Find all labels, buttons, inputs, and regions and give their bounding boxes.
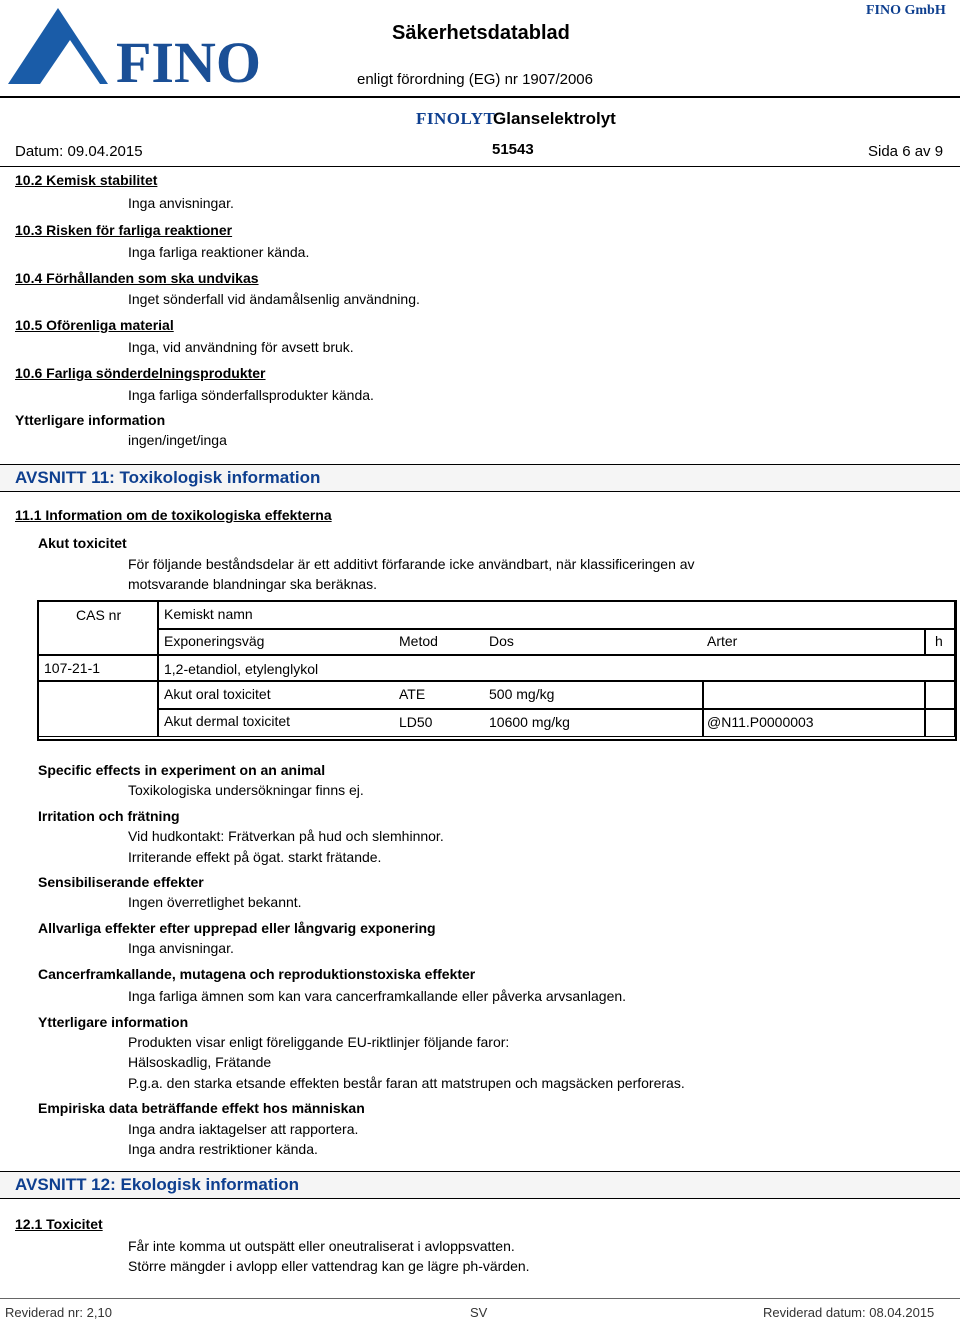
table-cas-number: 107-21-1 bbox=[44, 660, 101, 676]
specific-effects-heading: Specific effects in experiment on an animal bbox=[38, 762, 326, 778]
irritation-text-2: Irriterande effekt på ögat. starkt frätande. bbox=[128, 849, 382, 865]
table-row-method: LD50 bbox=[399, 714, 433, 730]
table-header-route: Exponeringsväg bbox=[164, 633, 265, 649]
further-info-text-1: Produkten visar enligt föreliggande EU-riktlinjer följande faror: bbox=[128, 1034, 510, 1050]
fino-logo-icon bbox=[0, 0, 261, 95]
sensitisation-text: Ingen överretlighet bekannt. bbox=[128, 894, 302, 910]
section-10-5-text: Inga, vid användning för avsett bruk. bbox=[128, 339, 354, 355]
table-header-method: Metod bbox=[399, 633, 438, 649]
section-10-3-heading: 10.3 Risken för farliga reaktioner bbox=[15, 222, 233, 238]
cmr-heading: Cancerframkallande, mutagena och reproduktionstoxiska effekter bbox=[38, 966, 476, 982]
cell-name-header bbox=[158, 601, 955, 629]
section-12-bar bbox=[0, 1171, 960, 1199]
irritation-heading: Irritation och frätning bbox=[38, 808, 180, 824]
table-chemical-name: 1,2-etandiol, etylenglykol bbox=[164, 661, 319, 677]
sensitisation-heading: Sensibiliserande effekter bbox=[38, 874, 204, 890]
section-10-4-heading: 10.4 Förhållanden som ska undvikas bbox=[15, 270, 259, 286]
footer-revision-date: Reviderad datum: 08.04.2015 bbox=[763, 1305, 935, 1320]
section-10-6-heading: 10.6 Farliga sönderdelningsprodukter bbox=[15, 365, 266, 381]
section-10-extra-text: ingen/inget/inga bbox=[128, 432, 227, 448]
section-10-2-text: Inga anvisningar. bbox=[128, 195, 234, 211]
table-row-dose: 500 mg/kg bbox=[489, 686, 555, 702]
table-row-route: Akut oral toxicitet bbox=[164, 686, 271, 702]
document-date: Datum: 09.04.2015 bbox=[15, 143, 143, 160]
section-10-2-heading: 10.2 Kemisk stabilitet bbox=[15, 172, 158, 188]
product-number: 51543 bbox=[492, 141, 534, 158]
section-12-1-heading: 12.1 Toxicitet bbox=[15, 1216, 103, 1232]
table-header-dose: Dos bbox=[489, 633, 514, 649]
table-header-species: Arter bbox=[707, 633, 738, 649]
cell-row2-source bbox=[925, 709, 955, 737]
section-10-extra-heading: Ytterligare information bbox=[15, 412, 166, 428]
footer-revision-number: Reviderad nr: 2,10 bbox=[5, 1305, 112, 1320]
table-row-route: Akut dermal toxicitet bbox=[164, 713, 291, 729]
document-title: Säkerhetsdatablad bbox=[392, 22, 570, 44]
acute-toxicity-text-1: För följande beståndsdelar är ett additivt förfarande icke användbart, när klassificeringen av bbox=[128, 556, 695, 572]
repeated-exposure-heading: Allvarliga effekter efter upprepad eller långvarig exponering bbox=[38, 920, 436, 936]
empirical-data-text-2: Inga andra restriktioner kända. bbox=[128, 1141, 318, 1157]
section-11-1-heading: 11.1 Information om de toxikologiska effekterna bbox=[15, 507, 332, 523]
further-info-heading: Ytterligare information bbox=[38, 1014, 189, 1030]
footer-divider bbox=[0, 1298, 960, 1299]
company-name: FINO GmbH bbox=[866, 3, 946, 18]
header-divider bbox=[0, 96, 960, 98]
empirical-data-heading: Empiriska data beträffande effekt hos människan bbox=[38, 1100, 365, 1116]
further-info-text-3: P.g.a. den starka etsande effekten består faran att matstrupen och magsäcken perforeras. bbox=[128, 1075, 685, 1091]
section-11-bar bbox=[0, 464, 960, 492]
company-logo bbox=[0, 0, 261, 95]
table-row-method: ATE bbox=[399, 686, 426, 702]
cmr-text: Inga farliga ämnen som kan vara cancerframkallande eller påverka arvsanlagen. bbox=[128, 988, 627, 1004]
footer-language: SV bbox=[470, 1305, 488, 1320]
repeated-exposure-text: Inga anvisningar. bbox=[128, 940, 234, 956]
section-10-5-heading: 10.5 Oförenliga material bbox=[15, 317, 174, 333]
cell-route-header bbox=[158, 629, 925, 655]
table-header-source: h bbox=[935, 633, 943, 649]
section-12-title: AVSNITT 12: Ekologisk information bbox=[15, 1175, 299, 1194]
product-name: Glanselektrolyt bbox=[493, 109, 616, 128]
section-12-1-text-1: Får inte komma ut outspätt eller oneutraliserat i avloppsvatten. bbox=[128, 1238, 515, 1254]
cell-row1-species bbox=[703, 681, 925, 709]
page-number: Sida 6 av 9 bbox=[868, 143, 944, 160]
table-header-name: Kemiskt namn bbox=[164, 606, 253, 622]
cell-empty-left bbox=[38, 681, 158, 737]
section-10-6-text: Inga farliga sönderfallsprodukter kända. bbox=[128, 387, 374, 403]
section-10-3-text: Inga farliga reaktioner kända. bbox=[128, 244, 310, 260]
cell-row1-source bbox=[925, 681, 955, 709]
specific-effects-text: Toxikologiska undersökningar finns ej. bbox=[128, 782, 364, 798]
section-12-1-text-2: Större mängder i avlopp eller vattendrag kan ge lägre ph-värden. bbox=[128, 1258, 530, 1274]
section-10-4-text: Inget sönderfall vid ändamålsenlig användning. bbox=[128, 291, 420, 307]
header-bottom-divider bbox=[0, 166, 960, 167]
section-11-title: AVSNITT 11: Toxikologisk information bbox=[15, 468, 321, 487]
brand-name: FINOLYT bbox=[416, 109, 496, 128]
acute-toxicity-text-2: motsvarande blandningar ska beräknas. bbox=[128, 576, 378, 592]
table-row-dose: 10600 mg/kg bbox=[489, 714, 570, 730]
regulation-line: enligt förordning (EG) nr 1907/2006 bbox=[357, 71, 593, 88]
further-info-text-2: Hälsoskadlig, Frätande bbox=[128, 1054, 272, 1070]
logo-text: FINO bbox=[116, 30, 261, 95]
empirical-data-text-1: Inga andra iaktagelser att rapportera. bbox=[128, 1121, 359, 1137]
acute-toxicity-heading: Akut toxicitet bbox=[38, 535, 127, 551]
table-row-species: @N11.P0000003 bbox=[707, 714, 814, 730]
table-header-cas: CAS nr bbox=[76, 607, 122, 623]
irritation-text-1: Vid hudkontakt: Frätverkan på hud och slemhinnor. bbox=[128, 828, 444, 844]
